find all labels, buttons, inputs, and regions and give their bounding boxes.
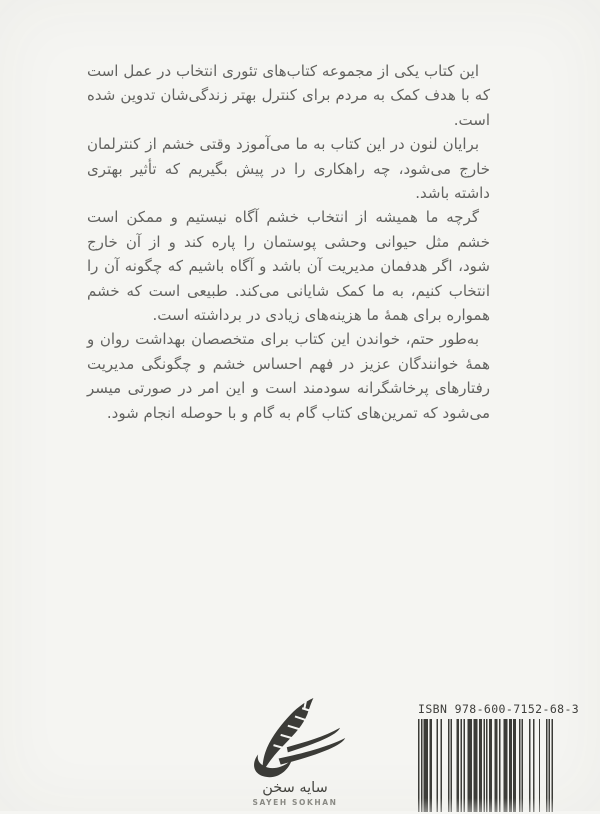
quill-feather-icon [239,697,351,781]
blurb-paragraph: برایان لنون در این کتاب به ما می‌آموزد وقتی خشم از کنترلمان خارج می‌شود، چه راهکاری را در پیش بگیریم که تأثیر بهتری داشته باشد. [87,135,490,203]
blurb-paragraph: گرچه ما همیشه از انتخاب خشم آگاه نیستیم و ممکن است خشم مثل حیوانی وحشی پوستمان را پاره کند و از آن خارج شود، اگر هدفمان مدیریت آن باشد و آگاه باشیم که چگونه آن را انتخاب کنیم، به ما کمک شایانی می‌کند. طبیعی است که خشم همواره برای همهٔ ما هزینه‌های زیادی در برداشته است. [87,208,490,325]
blurb-paragraph: این کتاب یکی از مجموعه کتاب‌های تئوری انتخاب در عمل است که با هدف کمک به مردم برای کنترل بهتر زندگی‌شان تدوین شده است. [87,62,490,129]
barcode-bars [418,719,553,812]
publisher-name-persian: سایه سخن [262,780,328,796]
publisher-logo [226,697,364,807]
isbn-barcode [418,702,580,812]
blurb-text [87,59,490,425]
blurb-paragraph: به‌طور حتم، خواندن این کتاب برای متخصصان بهداشت روان و همهٔ خوانندگان عزیز در فهم احساس خشم و چگونگی مدیریت رفتارهای پرخاشگرانه سودمند است و این امر در صورتی میسر می‌شود که تمرین‌های کتاب گام به گام و با حوصله انجام شود. [87,330,490,422]
publisher-name-latin: SAYEH SOKHAN [252,798,338,807]
isbn-label: ISBN 978-600-7152-68-3 [418,702,580,716]
